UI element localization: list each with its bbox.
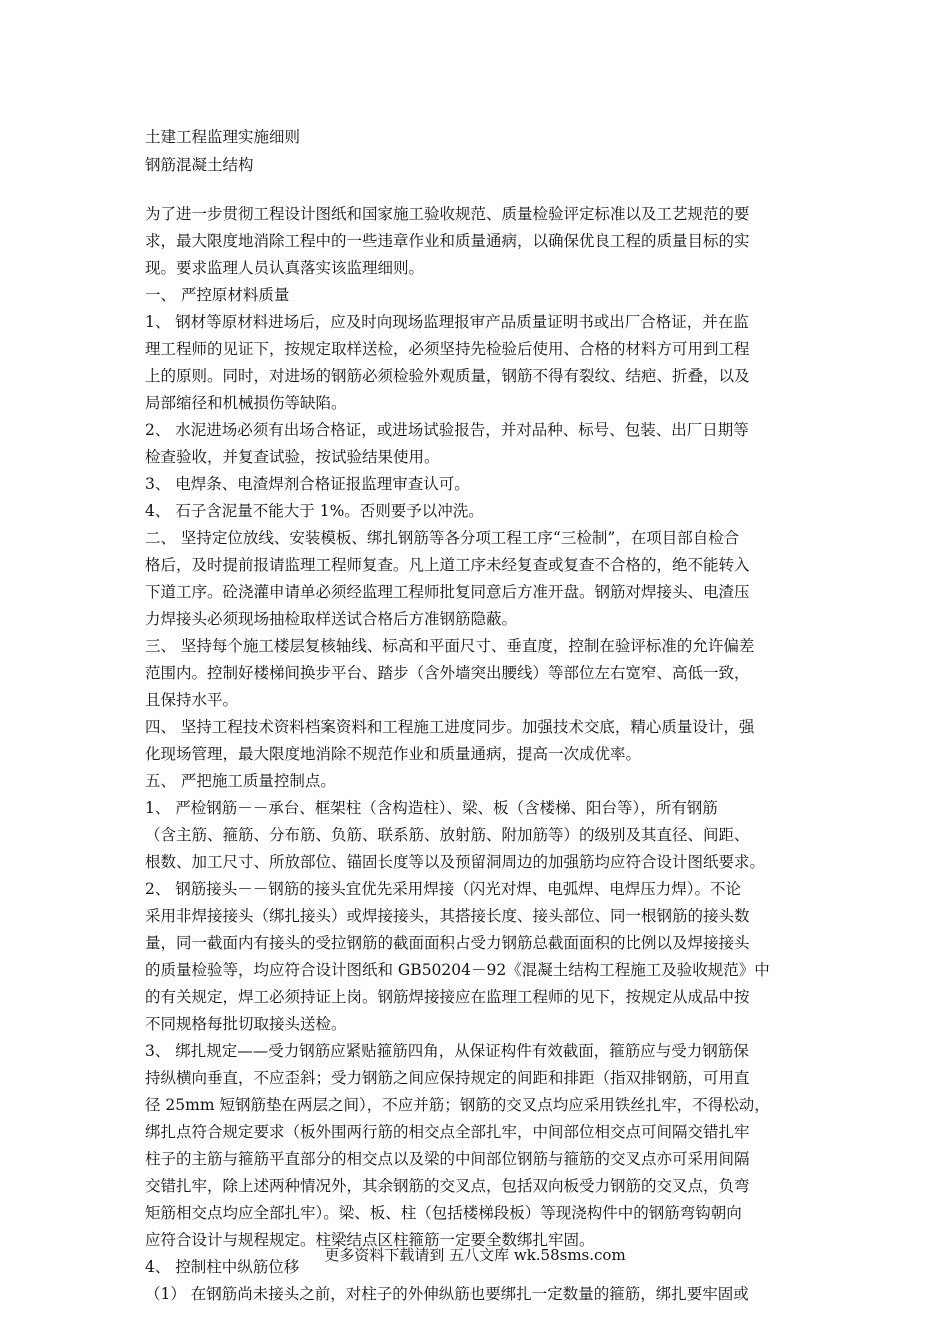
body-line: 的有关规定，焊工必须持证上岗。钢筋焊接接应在监理工程师的见下，按规定从成品中按 [145,988,750,1006]
body-line: 柱子的主筋与箍筋平直部分的相交点以及梁的中间部位钢筋与箍筋的交叉点亦可采用间隔 [145,1150,750,1168]
body-line: 4、 石子含泥量不能大于 1%。否则要予以冲洗。 [145,502,484,520]
body-line: 矩筋相交点均应全部扎牢）。梁、板、柱（包括楼梯段板）等现浇构件中的钢筋弯钩朝向 [145,1204,742,1222]
document-subtitle: 钢筋混凝土结构 [145,156,254,174]
body-line: 力焊接头必须现场抽检取样送试合格后方准钢筋隐蔽。 [145,610,518,628]
document-title: 土建工程监理实施细则 [145,128,301,146]
body-line: 2、 水泥进场必须有出场合格证，或进场试验报告，并对品种、标号、包装、出厂日期等 [145,421,749,439]
body-line: 现。要求监理人员认真落实该监理细则。 [145,259,425,277]
body-line: 4、 控制柱中纵筋位移 [145,1258,300,1276]
body-line: 下道工序。砼浇灌申请单必须经监理工程师批复同意后方准开盘。钢筋对焊接头、电渣压 [145,583,750,601]
body-line: 求，最大限度地消除工程中的一些违章作业和质量通病，以确保优良工程的质量目标的实 [145,232,750,250]
body-line: 为了进一步贯彻工程设计图纸和国家施工验收规范、质量检验评定标准以及工艺规范的要 [145,205,750,223]
body-line: 上的原则。同时，对进场的钢筋必须检验外观质量，钢筋不得有裂纹、结疤、折叠，以及 [145,367,750,385]
body-line: 理工程师的见证下，按规定取样送检，必须坚持先检验后使用、合格的材料方可用到工程 [145,340,750,358]
body-line: 径 25mm 短钢筋垫在两层之间），不应并筋；钢筋的交叉点均应采用铁丝扎牢，不得松动， [145,1096,770,1114]
body-line: 且保持水平。 [145,691,239,709]
body-line: 检查验收，并复查试验，按试验结果使用。 [145,448,440,466]
body-line: 范围内。控制好楼梯间换步平台、踏步（含外墙突出腰线）等部位左右宽窄、高低一致， [145,664,750,682]
footer-download-note: 更多资料下载请到 五八文库 wk.58sms.com [324,1246,626,1264]
body-line: 的质量检验等，均应符合设计图纸和 GB50204－92《混凝土结构工程施工及验收规范》中 [145,961,770,979]
body-line: 交错扎牢，除上述两种情况外，其余钢筋的交叉点，包括双向板受力钢筋的交叉点，负弯 [145,1177,750,1195]
body-line: 量，同一截面内有接头的受拉钢筋的截面面积占受力钢筋总截面面积的比例以及焊接接头 [145,934,750,952]
body-line: 三、 坚持每个施工楼层复核轴线、标高和平面尺寸、垂直度，控制在验评标准的允许偏差 [145,637,755,655]
body-line: 一、 严控原材料质量 [145,286,290,304]
body-line: 局部缩径和机械损伤等缺陷。 [145,394,347,412]
body-line: 格后，及时提前报请监理工程师复查。凡上道工序未经复查或复查不合格的，绝不能转入 [145,556,750,574]
body-line: （含主筋、箍筋、分布筋、负筋、联系筋、放射筋、附加筋等）的级别及其直径、间距、 [145,826,750,844]
body-line: 根数、加工尺寸、所放部位、锚固长度等以及预留洞周边的加强筋均应符合设计图纸要求。 [145,853,766,871]
body-line: 1、 严检钢筋－－承台、框架柱（含构造柱）、梁、板（含楼梯、阳台等），所有钢筋 [145,799,718,817]
body-line: 3、 电焊条、电渣焊剂合格证报监理审查认可。 [145,475,470,493]
body-line: 2、 钢筋接头－－钢筋的接头宜优先采用焊接（闪光对焊、电弧焊、电焊压力焊）。不论 [145,880,742,898]
body-line: 四、 坚持工程技术资料档案资料和工程施工进度同步。加强技术交底，精心质量设计，强 [145,718,755,736]
body-line: 1、 钢材等原材料进场后，应及时向现场监理报审产品质量证明书或出厂合格证，并在监 [145,313,749,331]
body-line: 3、 绑扎规定——受力钢筋应紧贴箍筋四角，从保证构件有效截面，箍筋应与受力钢筋保 [145,1042,749,1060]
body-line: 绑扎点符合规定要求（板外围两行筋的相交点全部扎牢，中间部位相交点可间隔交错扎牢 [145,1123,750,1141]
body-line: 化现场管理，最大限度地消除不规范作业和质量通病，提高一次成优率。 [145,745,642,763]
body-line: 持纵横向垂直，不应歪斜；受力钢筋之间应保持规定的间距和排距（指双排钢筋，可用直 [145,1069,750,1087]
body-line: 应符合设计与规程规定。柱梁结点区柱箍筋一定要全数绑扎牢固。 [145,1231,595,1249]
body-line: 不同规格每批切取接头送检。 [145,1015,347,1033]
body-line: 五、 严把施工质量控制点。 [145,772,336,790]
body-line: （1） 在钢筋尚未接头之前，对柱子的外伸纵筋也要绑扎一定数量的箍筋，绑扎要牢固或 [145,1285,749,1303]
body-line: 采用非焊接接头（绑扎接头）或焊接接头，其搭接长度、接头部位、同一根钢筋的接头数 [145,907,750,925]
body-line: 二、 坚持定位放线、安装模板、绑扎钢筋等各分项工程工序“三检制”，在项目部自检合 [145,529,740,547]
